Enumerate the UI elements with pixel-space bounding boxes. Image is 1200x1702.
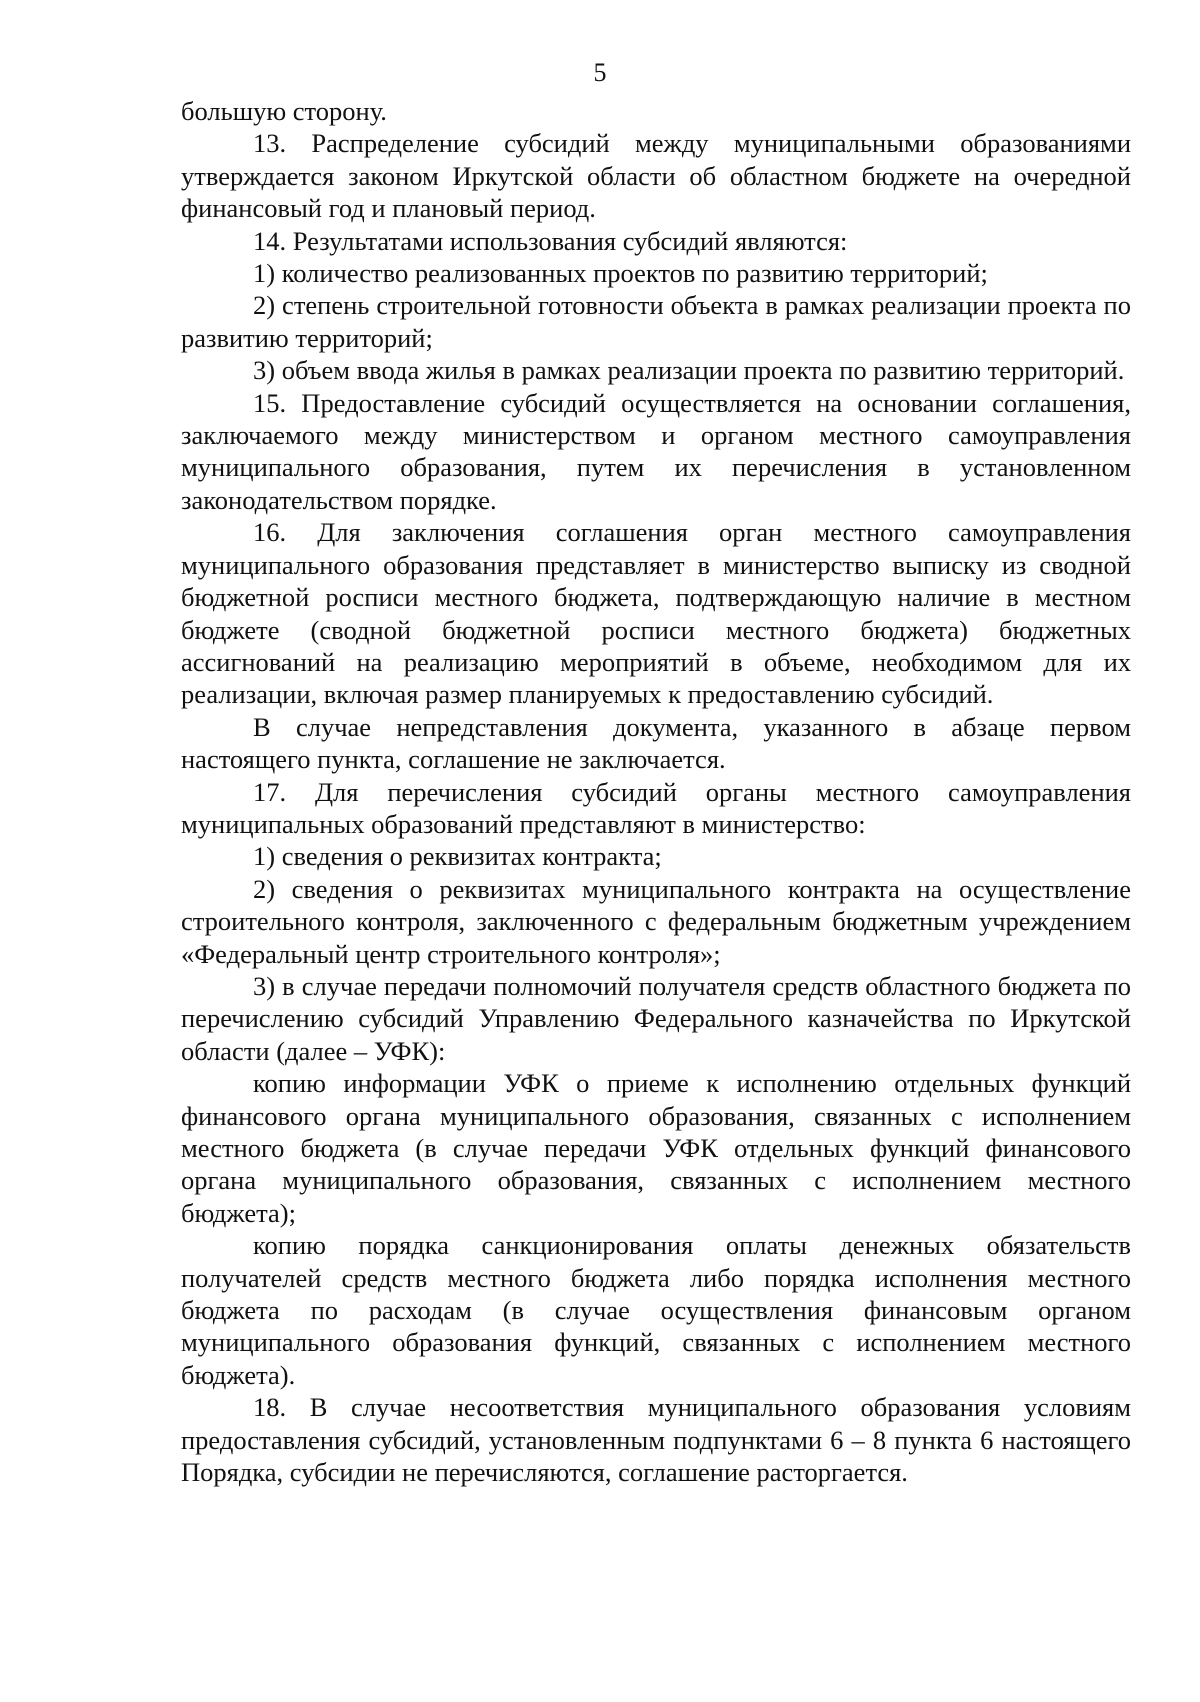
paragraph-14: 14. Результатами использования субсидий являются: xyxy=(253,225,848,256)
paragraph-16-part-2: В случае непредставления документа, указанного в абзаце первом настоящего пункта, соглашение не заключается. xyxy=(181,711,1131,775)
paragraph-continuation: большую сторону. xyxy=(181,96,387,126)
paragraph-14-item-1: 1) количество реализованных проектов по развитию территорий; xyxy=(253,258,988,289)
paragraph-14-item-2: 2) степень строительной готовности объекта в рамках реализации проекта по развитию территорий; xyxy=(181,290,1131,353)
paragraph-17: 17. Для перечисления субсидий органы местного самоуправления муниципальных образований представляют в министерство: xyxy=(181,776,1131,839)
document-body xyxy=(181,95,1131,1488)
paragraph-18: 18. В случае несоответствия муниципального образования условиям предоставления субсидий, установленным подпунктами 6 – 8 пункта 6 настоящего Порядка, субсидии не перечисляются, соглашение расторгается. xyxy=(181,1392,1131,1488)
paragraph-14-item-3: 3) объем ввода жилья в рамках реализации проекта по развитию территорий. xyxy=(253,355,1125,386)
paragraph-15: 15. Предоставление субсидий осуществляется на основании соглашения, заключаемого между министерством и органом местного самоуправления муниципального образования, путем их перечисления в установленном законодательством порядке. xyxy=(181,387,1131,515)
page-number: 5 xyxy=(593,58,607,87)
paragraph-17-item-3: 3) в случае передачи полномочий получателя средств областного бюджета по перечислению субсидий Управлению Федерального казначейства по Иркутской области (далее – УФК): xyxy=(181,970,1131,1066)
paragraph-17-item-1: 1) сведения о реквизитах контракта; xyxy=(253,841,662,872)
paragraph-17-item-3-sub-1: копию информации УФК о приеме к исполнению отдельных функций финансового органа муниципального образования, связанных с исполнением местного бюджета (в случае передачи УФК отдельных функций финансового органа муниципального образования, связанных с исполнением местного бюджета); xyxy=(181,1068,1131,1228)
paragraph-16: 16. Для заключения соглашения орган местного самоуправления муниципального образования представляет в министерство выписку из сводной бюджетной росписи местного бюджета, подтверждающую наличие в местном бюджете (сводной бюджетной росписи местного бюджета) бюджетных ассигнований на реализацию мероприятий в объеме, необходимом для их реализации, включая размер планируемых к предоставлению субсидий. xyxy=(181,517,1131,710)
paragraph-17-item-2: 2) сведения о реквизитах муниципального контракта на осуществление строительного контроля, заключенного с федеральным бюджетным учреждением «Федеральный центр строительного контроля»; xyxy=(181,873,1131,969)
paragraph-17-item-3-sub-2: копию порядка санкционирования оплаты денежных обязательств получателей средств местного бюджета либо порядка исполнения местного бюджета по расходам (в случае осуществления финансовым органом муниципального образования функций, связанных с исполнением местного бюджета). xyxy=(181,1230,1131,1390)
paragraph-13: 13. Распределение субсидий между муниципальными образованиями утверждается законом Иркутской области об областном бюджете на очередной финансовый год и плановый период. xyxy=(181,128,1131,224)
